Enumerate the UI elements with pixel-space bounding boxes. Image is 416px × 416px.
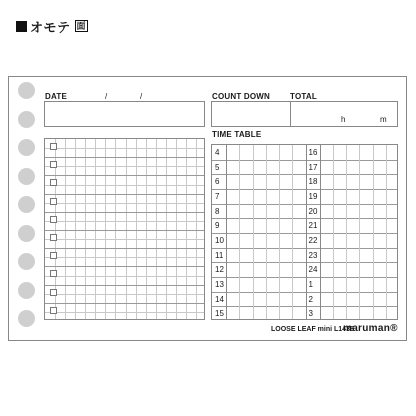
hour-label: 6 bbox=[215, 177, 220, 187]
grid-line bbox=[45, 203, 204, 204]
hour-label: 2 bbox=[308, 294, 313, 304]
hour-label: 19 bbox=[308, 192, 318, 201]
hour-label: 4 bbox=[215, 148, 220, 157]
grid-line bbox=[346, 145, 347, 319]
hour-label: 11 bbox=[215, 250, 224, 260]
page-header bbox=[16, 16, 88, 36]
grid-line bbox=[45, 285, 204, 286]
date-slash-2: / bbox=[140, 92, 143, 101]
hour-label: 22 bbox=[308, 236, 318, 245]
hour-label: 12 bbox=[215, 265, 224, 275]
hour-label: 23 bbox=[308, 250, 318, 260]
hour-label: 20 bbox=[308, 206, 318, 216]
grid-line bbox=[45, 303, 204, 304]
binder-hole bbox=[18, 282, 35, 299]
date-label: DATE bbox=[45, 92, 67, 101]
grid-line bbox=[359, 145, 360, 319]
countdown-divider bbox=[290, 102, 291, 126]
product-code: LOOSE LEAF mini L1438 bbox=[271, 326, 354, 333]
hour-label: 5 bbox=[215, 162, 220, 172]
header-title: オモテ bbox=[30, 19, 71, 35]
binder-hole bbox=[18, 82, 35, 99]
todo-checkbox[interactable] bbox=[50, 161, 57, 168]
grid-line bbox=[386, 145, 387, 319]
grid-line bbox=[45, 266, 204, 267]
black-square-icon bbox=[16, 21, 27, 32]
hour-label: 10 bbox=[215, 236, 224, 245]
hour-label: 8 bbox=[215, 206, 220, 216]
hour-label: 9 bbox=[215, 221, 220, 231]
total-label: TOTAL bbox=[290, 92, 317, 101]
binder-hole bbox=[18, 253, 35, 270]
grid-line bbox=[45, 166, 204, 167]
todo-checkbox[interactable] bbox=[50, 198, 57, 205]
brand-logo: maruman® bbox=[343, 323, 398, 334]
grid-line bbox=[45, 221, 204, 222]
hour-label: 3 bbox=[308, 309, 313, 319]
binder-hole bbox=[18, 310, 35, 327]
hour-label: 24 bbox=[308, 265, 318, 275]
minutes-unit: m bbox=[380, 115, 387, 124]
binder-hole bbox=[18, 168, 35, 185]
hour-label: 15 bbox=[215, 309, 224, 319]
todo-grid[interactable] bbox=[44, 138, 205, 320]
grid-line bbox=[45, 230, 204, 231]
grid-line bbox=[45, 175, 204, 176]
grid-line bbox=[253, 145, 254, 319]
hour-label: 1 bbox=[308, 280, 313, 289]
countdown-total-box[interactable] bbox=[211, 101, 398, 127]
todo-checkbox[interactable] bbox=[50, 234, 57, 241]
grid-line bbox=[373, 145, 374, 319]
hour-label: 21 bbox=[308, 221, 318, 231]
binder-hole bbox=[18, 225, 35, 242]
grid-line bbox=[45, 294, 204, 295]
binder-hole bbox=[18, 139, 35, 156]
hour-label: 13 bbox=[215, 280, 224, 289]
todo-checkbox[interactable] bbox=[50, 252, 57, 259]
grid-line bbox=[45, 312, 204, 313]
todo-checkbox[interactable] bbox=[50, 143, 57, 150]
loose-leaf-sheet bbox=[8, 76, 407, 341]
binder-hole bbox=[18, 111, 35, 128]
grid-line bbox=[45, 212, 204, 213]
date-box[interactable] bbox=[44, 101, 205, 127]
time-table-label: TIME TABLE bbox=[212, 130, 262, 139]
grid-line bbox=[306, 145, 307, 319]
grid-line bbox=[292, 145, 293, 319]
grid-line bbox=[45, 257, 204, 258]
grid-line bbox=[45, 276, 204, 277]
todo-checkbox[interactable] bbox=[50, 270, 57, 277]
hour-label: 7 bbox=[215, 192, 220, 201]
hour-label: 17 bbox=[308, 162, 318, 172]
grid-line bbox=[45, 157, 204, 158]
hour-label: 16 bbox=[308, 148, 318, 157]
todo-checkbox[interactable] bbox=[50, 216, 57, 223]
grid-line bbox=[266, 145, 267, 319]
todo-checkbox[interactable] bbox=[50, 179, 57, 186]
header-boxed-char: 面 bbox=[76, 21, 86, 31]
time-table-grid[interactable] bbox=[211, 144, 398, 320]
todo-checkbox[interactable] bbox=[50, 307, 57, 314]
grid-line bbox=[45, 239, 204, 240]
grid-line bbox=[279, 145, 280, 319]
date-slash-1: / bbox=[105, 92, 108, 101]
hours-unit: h bbox=[341, 115, 346, 124]
hour-label: 14 bbox=[215, 294, 224, 304]
grid-line bbox=[45, 185, 204, 186]
count-down-label: COUNT DOWN bbox=[212, 92, 270, 101]
grid-line bbox=[45, 248, 204, 249]
binder-hole bbox=[18, 196, 35, 213]
grid-line bbox=[45, 194, 204, 195]
todo-checkbox[interactable] bbox=[50, 289, 57, 296]
hour-label: 18 bbox=[308, 177, 318, 187]
grid-line bbox=[45, 148, 204, 149]
